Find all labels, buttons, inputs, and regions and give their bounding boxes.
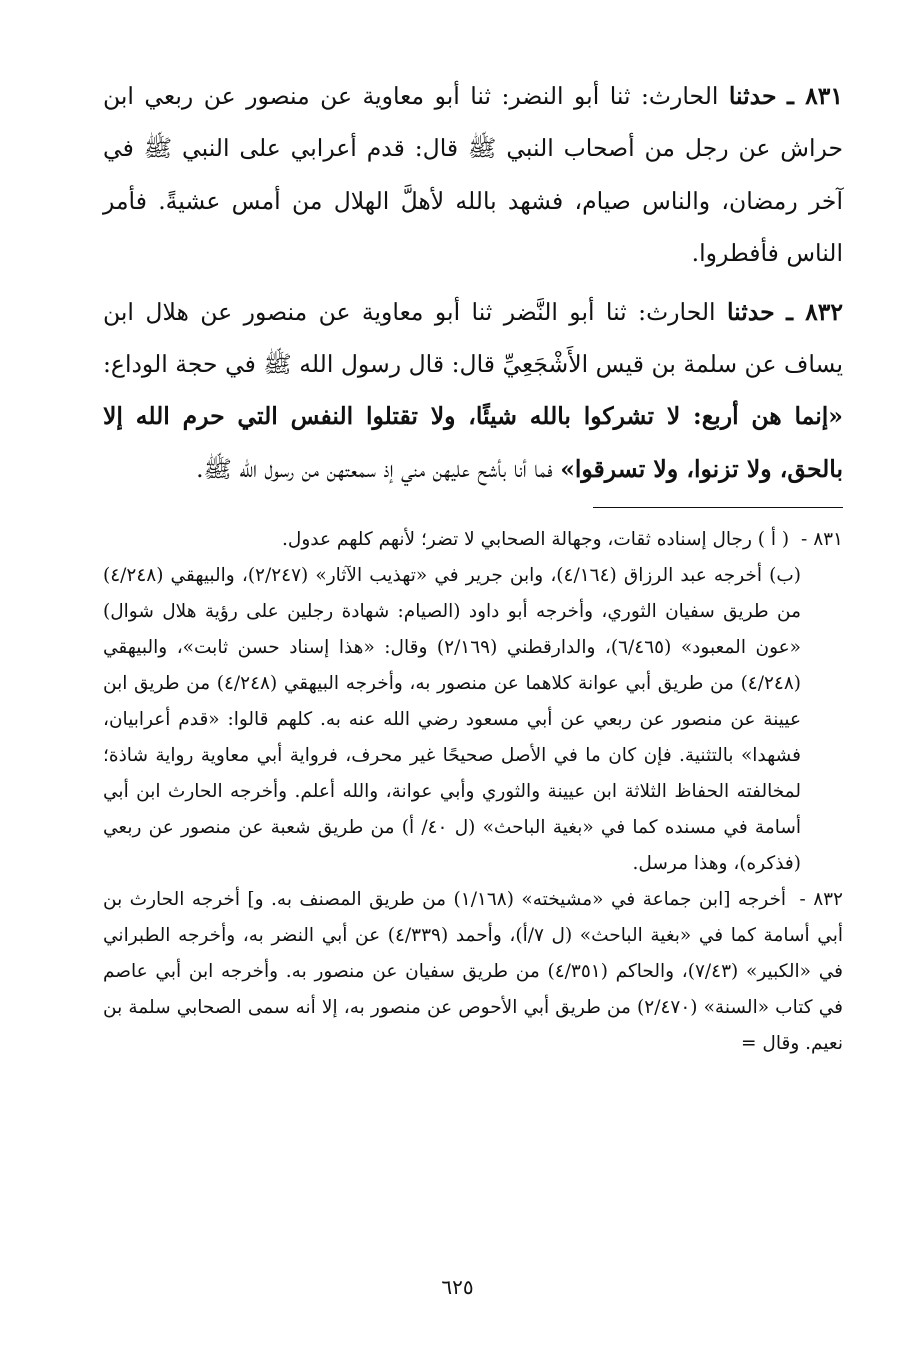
footnote-number: ٨٣٢ -	[799, 889, 843, 911]
hadith-text: الحارث: ثنا أبو النَّضر ثنا أبو معاوية عن منصور عن هلال ابن يساف عن سلمة بن قيس الأَشْجَعِيِّ قال: قال رسول الله ﷺ في حجة الوداع:	[103, 297, 843, 379]
footnote-text: أخرجه [ابن جماعة في «مشيخته» (١/١٦٨) من طريق المصنف به. و] أخرجه الحارث بن أبي أسامة كما في «بغية الباحث» (ل ٧/أ)، وأحمد (٤/٣٣٩) عن أبي النضر به، وأخرجه الطبراني في «الكبير» (٧/٤٣)، والحاكم (٤/٣٥١) من طريق سفيان عن منصور به. وأخرجه ابن أبي عاصم في كتاب «السنة» (٢/٤٧٠) من طريق أبي الأحوص عن منصور به، إلا أنه سمى الصحابي سلمة بن نعيم. وقال =	[103, 889, 844, 1055]
hadith-intro: حدثنا	[728, 82, 777, 110]
footnote-831	[103, 522, 843, 882]
prophetic-saying: «إنما هن أربع: لا تشركوا بالله شيئًا، ولا تقتلوا النفس التي حرم الله إلا بالحق، ولا تزنوا، ولا تسرقوا»	[103, 402, 843, 483]
footnote-separator	[593, 507, 843, 508]
footnote-text: ( أ ) رجال إسناده ثقات، وجهالة الصحابي لا تضر؛ لأنهم كلهم عدول.	[282, 529, 790, 551]
hadith-text: الحارث: ثنا أبو النضر: ثنا أبو معاوية عن منصور عن ربعي ابن حراش عن رجل من أصحاب النبي ﷺ قال: قدم أعرابي على النبي ﷺ في آخر رمضان، والناس صيام، فشهد بالله لأهلَّ الهلال من أمس عشيةً. فأمر الناس فأفطروا.	[103, 82, 843, 268]
hadith-number: ٨٣١ ـ	[787, 82, 843, 110]
page-number: ٦٢٥	[441, 1275, 474, 1299]
footnote-832	[103, 882, 843, 1062]
footnote-number: ٨٣١ -	[801, 529, 843, 551]
hadith-832	[103, 286, 843, 496]
hadith-831	[103, 70, 843, 280]
hadith-number: ٨٣٢ ـ	[786, 297, 843, 326]
footnote-text: (ب) أخرجه عبد الرزاق (٤/١٦٤)، وابن جرير في «تهذيب الآثار» (٢/٢٤٧)، والبيهقي (٤/٢٤٨) من طريق سفيان الثوري، وأخرجه أبو داود (الصيام: شهادة رجلين على رؤية هلال شوال) «عون المعبود» (٦/٤٦٥)، والدارقطني (٢/١٦٩) وقال: «هذا إسناد حسن ثابت»، والبيهقي (٤/٢٤٨) من طريق أبي عوانة كلاهما عن منصور به، وأخرجه البيهقي (٤/٢٤٨) من طريق ابن عيينة عن منصور عن ربعي عن أبي مسعود رضي الله عنه به. كلهم قالوا: «قدم أعرابيان، فشهدا» بالتثنية. فإن كان ما في الأصل صحيحًا غير محرف، فرواية أبي معاوية رواية شاذة؛ لمخالفته الحفاظ الثلاثة ابن عيينة والثوري وأبي عوانة، والله أعلم. وأخرجه الحارث ابن أبي أسامة في مسنده كما في «بغية الباحث» (ل ٤٠/ أ) من طريق شعبة عن منصور عن ربعي (فذكره)، وهذا مرسل.	[103, 565, 802, 875]
book-page	[103, 70, 843, 1062]
hadith-intro: حدثنا	[726, 297, 775, 326]
hadith-text-end: فما أنا بأشح عليهن مني إذ سمعتهن من رسول الله ﷺ.	[196, 454, 553, 483]
